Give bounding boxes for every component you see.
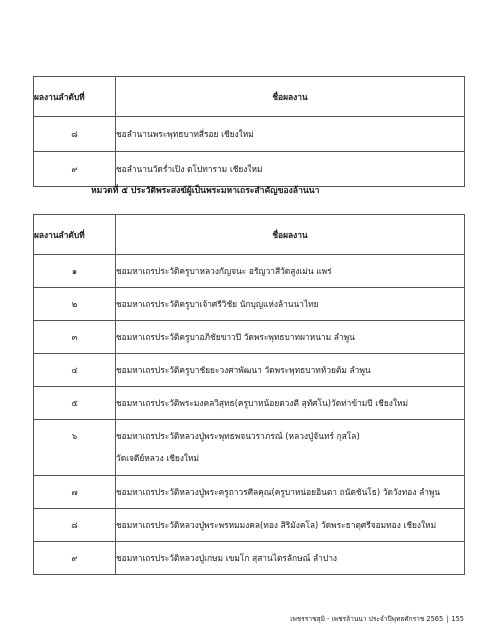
row-number: ๖ [34, 420, 116, 476]
row-number: ๕ [34, 387, 116, 420]
header-number: ผลงานลำดับที่ [34, 77, 116, 117]
table-row [34, 476, 465, 509]
table-row [34, 509, 465, 542]
row-number: ๗ [34, 476, 116, 509]
row-title: ชอมหาเถรประวัติหลวงปู่พระครูถาวรศีลคุณ(ครูบาหน่อยอินตา ถนัดชันโธ) วัดวังทอง ลำพูน [116, 476, 465, 509]
table-header-row [34, 215, 465, 255]
works-table-continued [33, 76, 465, 187]
section-heading: หมวดที่ ๕ ประวัติพระสงฆ์ผู้เป็นพระมหาเถระสำคัญของล้านนา [91, 186, 320, 196]
row-title: ชอมหาเถรประวัติครูบาเจ้าศรีวิชัย นักบุญแห่งล้านนาไทย [116, 288, 465, 321]
table-row [34, 152, 465, 187]
table-row [34, 255, 465, 288]
row-number: ๒ [34, 288, 116, 321]
page-footer [290, 613, 464, 624]
table-row [34, 117, 465, 152]
row-title: ชอมหาเถรประวัติหลวงปู่พระพุทธพจนวราภรณ์ (หลวงปู่จันทร์ กุสโล) [116, 431, 360, 441]
row-title: ชอลำนานพระพุทธบาทสี่รอย เชียงใหม่ [116, 117, 465, 152]
row-title: ชอมหาเถรประวัติหลวงปู่พระพรหมมงคล(ทอง สิริมังคโล) วัดพระธาตุศรีจอมทอง เชียงใหม่ [116, 509, 465, 542]
row-title: ชอมหาเถรประวัติครูบาหลวงกัญจนะ อรัญวาสีวัดสูงเม่น แพร่ [116, 255, 465, 288]
row-title: ชอมหาเถรประวัติพระมงคลวิสุทธ(ครูบาหน้อยตวงตี สุทัศโน)วัดท่าข้ามปี เชียงใหม่ [116, 387, 465, 420]
row-title: ชอมหาเถรประวัติหลวงปู่เกษม เขมโก สุสานไตรลักษณ์ ลำปาง [116, 542, 465, 575]
row-number: ๘ [34, 117, 116, 152]
row-title: ชอลำนานวัดร่ำเปิง ตโปทาราม เชียงใหม่ [116, 152, 465, 187]
table-row [34, 288, 465, 321]
table-row [34, 420, 465, 476]
header-title: ชื่อผลงาน [116, 215, 465, 255]
table-header-row [34, 77, 465, 117]
row-title-cell [116, 420, 465, 476]
footer-text: เพชรราชสุมิ - เพชรล้านนา ประจำปีพุทธศักราช 2565 [290, 615, 444, 623]
table-row [34, 542, 465, 575]
row-number: ๑ [34, 255, 116, 288]
header-title: ชื่อผลงาน [116, 77, 465, 117]
row-number: ๙ [34, 542, 116, 575]
footer-separator: | [446, 615, 449, 623]
row-title-continued: วัดเจดีย์หลวง เชียงใหม่ [116, 453, 200, 463]
table-row [34, 321, 465, 354]
row-title: ชอมหาเถรประวัติครูบาชัยยะวงศาพัฒนา วัดพระพุทธบาทห้วยต้ม ลำพูน [116, 354, 465, 387]
row-title: ชอมหาเถรประวัติครูบาอภิชัยขาวปี วัดพระพุทธบาทผาหนาม ลำพูน [116, 321, 465, 354]
header-number: ผลงานลำดับที่ [34, 215, 116, 255]
row-number: ๘ [34, 509, 116, 542]
table-row [34, 354, 465, 387]
page-number: 155 [451, 615, 464, 623]
table-row [34, 387, 465, 420]
works-table-section-5 [33, 214, 465, 575]
row-number: ๓ [34, 321, 116, 354]
row-number: ๔ [34, 354, 116, 387]
row-number: ๙ [34, 152, 116, 187]
